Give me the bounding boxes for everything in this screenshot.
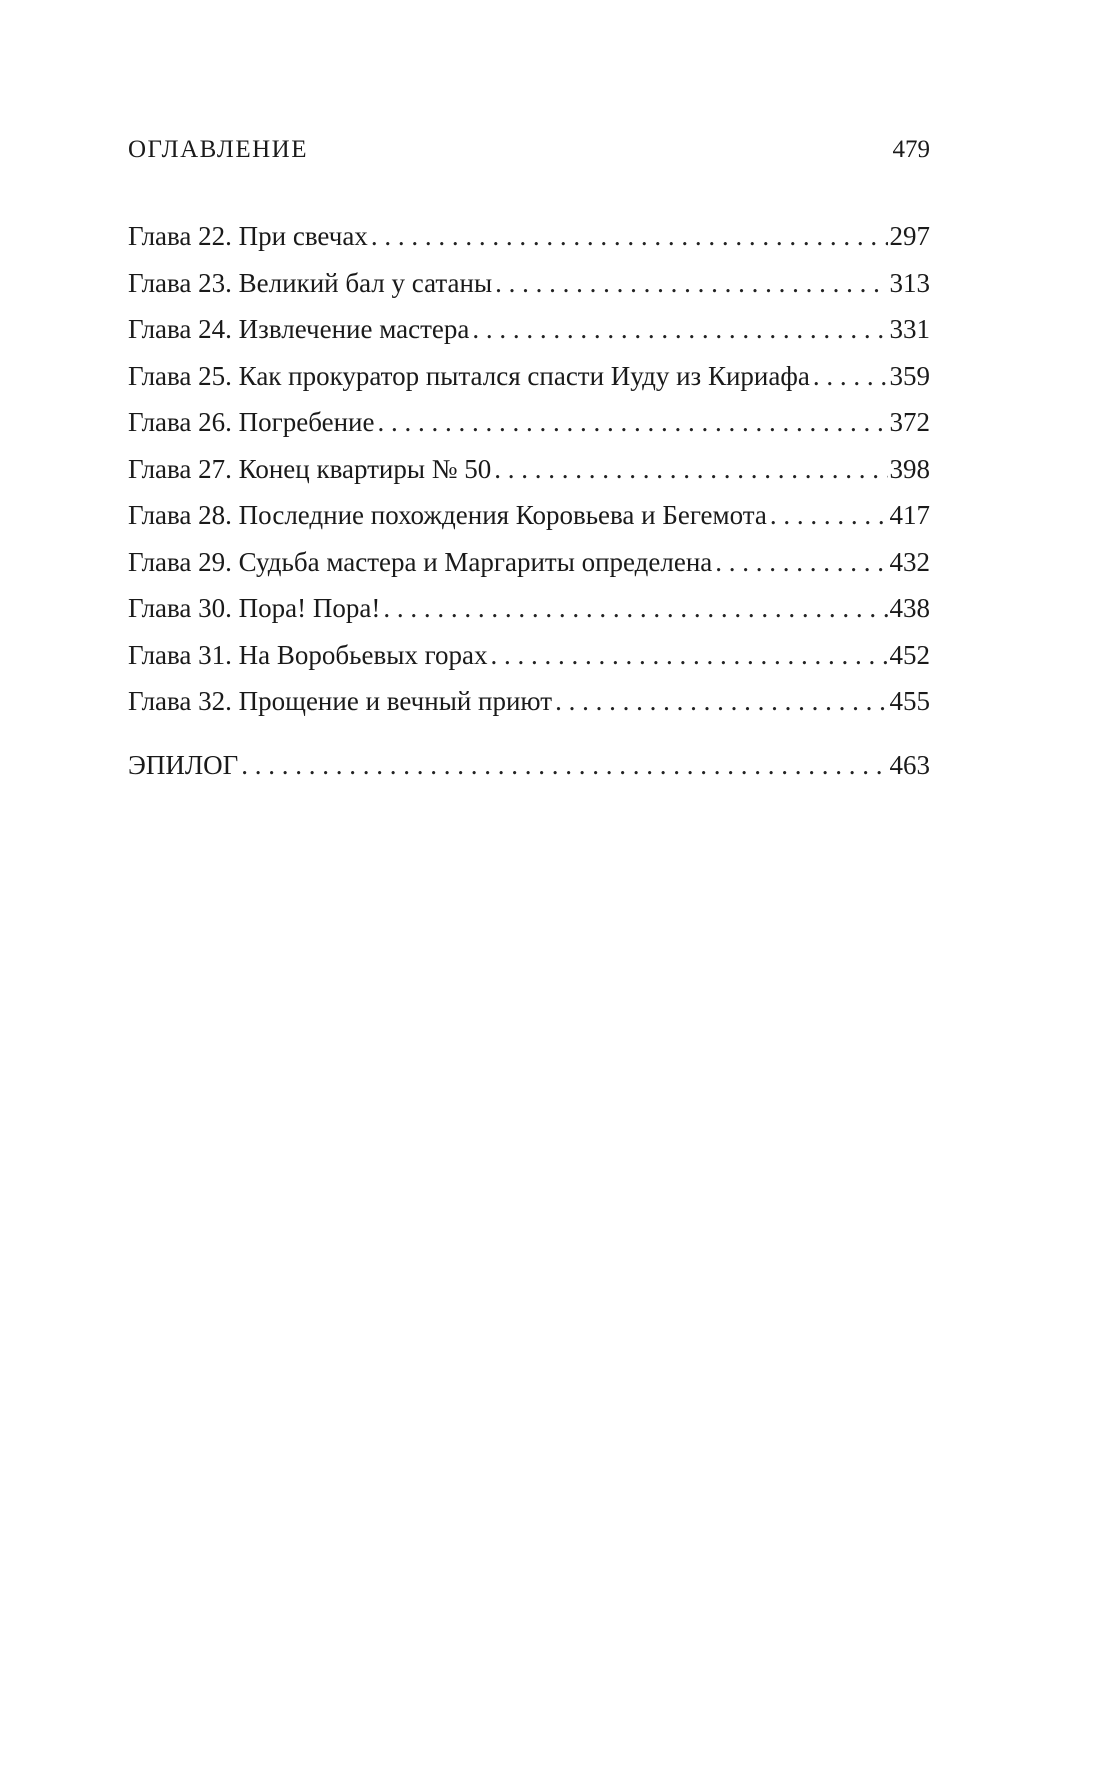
toc-entry-title: Глава 30. Пора! Пора! — [128, 593, 381, 623]
toc-entry[interactable] — [128, 213, 930, 260]
running-head — [128, 136, 930, 172]
toc-entry-page: 297 — [889, 221, 930, 251]
toc-entry-page: 313 — [889, 267, 930, 298]
dot-leader — [241, 742, 887, 789]
toc-entry-title: Глава 22. При свечах — [128, 221, 368, 251]
toc-entry-title: Глава 27. Конец квартиры № 50 — [128, 453, 492, 484]
toc-entry[interactable] — [128, 399, 930, 446]
toc-entry[interactable] — [128, 539, 930, 586]
toc-entry-title: Глава 24. Извлечение мастера — [128, 314, 470, 344]
toc-entry-page: 331 — [889, 314, 930, 344]
toc-entry-title: Глава 29. Судьба мастера и Маргариты определена — [128, 546, 713, 577]
toc-entry[interactable] — [128, 492, 930, 539]
dot-leader — [383, 585, 887, 632]
dot-leader — [371, 213, 888, 260]
toc-entry-page: 359 — [889, 360, 930, 391]
table-of-contents — [128, 213, 930, 788]
toc-entry-page: 372 — [889, 407, 930, 437]
page-number: 479 — [892, 136, 930, 163]
toc-entry-title: Глава 28. Последние похождения Коровьева и Бегемота — [128, 500, 767, 530]
dot-leader — [472, 306, 887, 353]
toc-entry[interactable] — [128, 585, 930, 632]
toc-entry-page: 398 — [889, 453, 930, 484]
dot-leader — [770, 492, 888, 539]
toc-entry-page: 438 — [889, 593, 930, 623]
toc-entry-title: Глава 32. Прощение и вечный приют — [128, 686, 553, 716]
toc-entry-page: 432 — [889, 546, 930, 577]
dot-leader — [555, 678, 887, 725]
section-title: ОГЛАВЛЕНИЕ — [128, 136, 308, 163]
dot-leader — [490, 632, 887, 679]
toc-entry[interactable] — [128, 446, 930, 493]
toc-entry-title: Глава 31. На Воробьевых горах — [128, 639, 488, 670]
toc-entry-epilogue[interactable] — [128, 742, 930, 789]
toc-entry-page: 455 — [889, 686, 930, 716]
toc-entry-title: Глава 26. Погребение — [128, 407, 375, 437]
dot-leader — [495, 260, 887, 307]
toc-entry-page: 452 — [889, 639, 930, 670]
toc-entry[interactable] — [128, 678, 930, 725]
dot-leader — [494, 446, 887, 493]
dot-leader — [715, 539, 887, 586]
toc-entry[interactable] — [128, 353, 930, 400]
toc-entry[interactable] — [128, 632, 930, 679]
toc-entry-page: 463 — [889, 749, 930, 780]
dot-leader — [813, 353, 888, 400]
toc-entry-title: Глава 23. Великий бал у сатаны — [128, 267, 493, 298]
toc-entry-page: 417 — [889, 500, 930, 530]
dot-leader — [377, 399, 887, 446]
toc-entry-title: Глава 25. Как прокуратор пытался спасти Иуду из Кириафа — [128, 360, 810, 391]
toc-entry[interactable] — [128, 260, 930, 307]
toc-entry[interactable] — [128, 306, 930, 353]
toc-entry-title: ЭПИЛОГ — [128, 749, 239, 780]
